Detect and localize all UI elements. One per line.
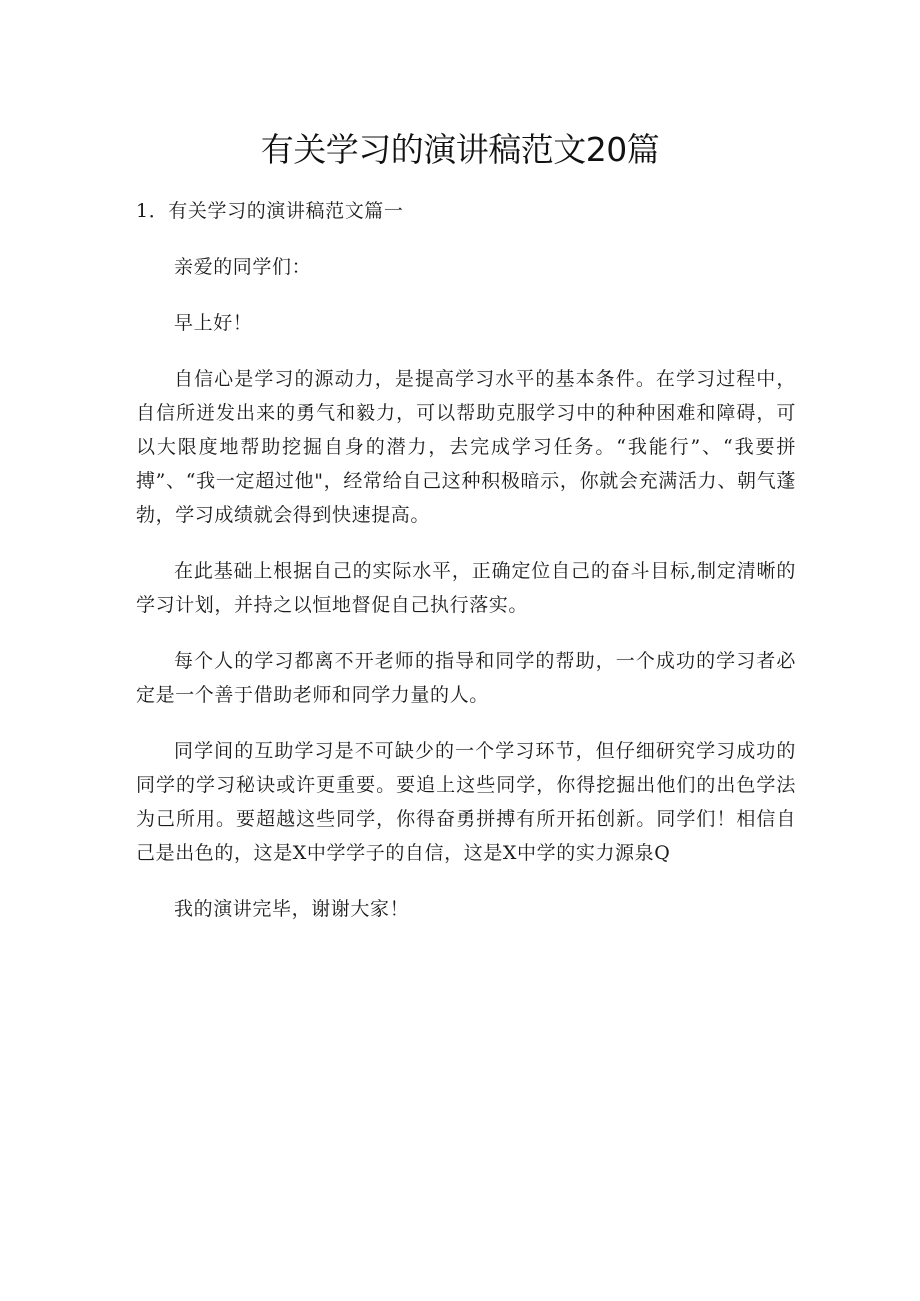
greeting-paragraph: 早上好！ bbox=[174, 312, 253, 334]
salutation-paragraph: 亲爱的同学们： bbox=[174, 256, 312, 278]
body-paragraph: 在此基础上根据自己的实际水平，正确定位自己的奋斗目标,制定清晰的学习计划，并持之以恒地督促自己执行落实。 bbox=[136, 560, 796, 616]
body-paragraph: 每个人的学习都离不开老师的指导和同学的帮助，一个成功的学习者必定是一个善于借助老师和同学力量的人。 bbox=[136, 650, 796, 706]
document-title: 有关学习的演讲稿范文20篇 bbox=[260, 130, 660, 169]
document-body bbox=[136, 194, 796, 948]
body-paragraph: 同学间的互助学习是不可缺少的一个学习环节，但仔细研究学习成功的同学的学习秘诀或许更重要。要追上这些同学，你得挖掘出他们的出色学法为己所用。要超越这些同学，你得奋勇拼搏有所开拓创新。同学们！相信自己是出色的，这是X中学学子的自信，这是X中学的实力源泉Q bbox=[136, 740, 796, 864]
body-paragraph: 自信心是学习的源动力，是提高学习水平的基本条件。在学习过程中，自信所迸发出来的勇气和毅力，可以帮助克服学习中的种种困难和障碍，可以大限度地帮助挖掘自身的潜力，去完成学习任务。“我能行”、“我要拼搏”、“我一定超过他"，经常给自己这种积极暗示，你就会充满活力、朝气蓬勃，学习成绩就会得到快速提高。 bbox=[136, 368, 796, 526]
section-heading: 1．有关学习的演讲稿范文篇一 bbox=[136, 200, 404, 222]
closing-paragraph: 我的演讲完毕，谢谢大家！ bbox=[174, 898, 410, 920]
